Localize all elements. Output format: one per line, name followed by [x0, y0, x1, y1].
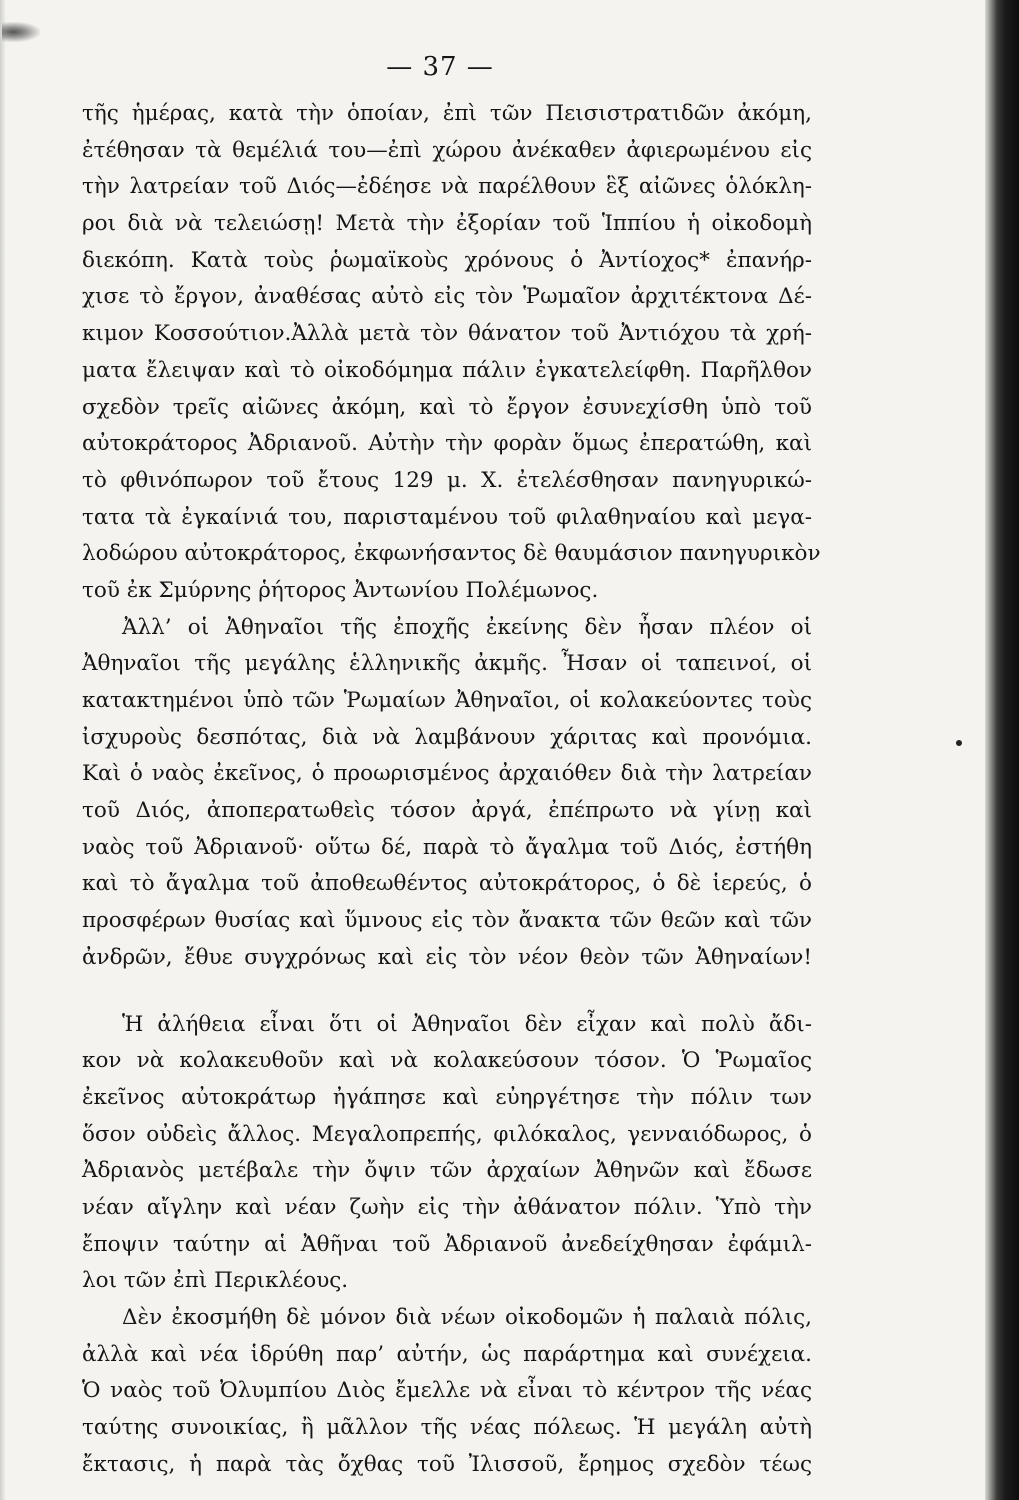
text-line: προσφέρων θυσίας καὶ ὕμνους εἰς τὸν ἄνακτα τῶν θεῶν καὶ τῶν: [82, 908, 812, 934]
text-line: ταύτης συνοικίας, ἢ μᾶλλον τῆς νέας πόλεως. Ἡ μεγάλη αὐτὴ: [82, 1415, 812, 1441]
ink-smudge-mark: [2, 22, 40, 42]
scan-left-edge: [0, 0, 6, 1500]
text-line: καὶ τὸ ἄγαλμα τοῦ ἀποθεωθέντος αὐτοκράτορος, ὁ δὲ ἱερεύς, ὁ: [82, 871, 812, 897]
text-line: ἰσχυροὺς δεσπότας, διὰ νὰ λαμβάνουν χάριτας καὶ προνόμια.: [82, 724, 812, 750]
text-line: Ἡ ἀλήθεια εἶναι ὅτι οἱ Ἀθηναῖοι δὲν εἶχαν καὶ πολὺ ἄδι-: [122, 1011, 812, 1037]
text-line: λοδώρου αὐτοκράτορος, ἐκφωνήσαντος δὲ θαυμάσιον πανηγυρικὸν: [82, 541, 821, 567]
text-line: κιμον Κοσσούτιον.Ἀλλὰ μετὰ τὸν θάνατον τοῦ Ἀντιόχου τὰ χρή-: [82, 321, 812, 347]
text-line: τατα τὰ ἐγκαίνιά του, παρισταμένου τοῦ φιλαθηναίου καὶ μεγα-: [82, 504, 812, 530]
text-line: διεκόπη. Κατὰ τοὺς ῥωμαϊκοὺς χρόνους ὁ Ἀντίοχος* ἐπανήρ-: [82, 247, 812, 273]
paragraph-gap: [82, 977, 812, 1007]
paragraph-1: [82, 96, 821, 610]
text-line: ροι διὰ νὰ τελειώσῃ! Μετὰ τὴν ἐξορίαν τοῦ Ἱππίου ἡ οἰκοδομὴ: [82, 211, 812, 237]
paragraph-2: [82, 610, 812, 977]
text-line: κον νὰ κολακευθοῦν καὶ νὰ κολακεύσουν τόσον. Ὁ Ῥωμαῖος: [82, 1048, 812, 1074]
text-line: τὴν λατρείαν τοῦ Διός—ἐδέησε νὰ παρέλθουν ἓξ αἰῶνες ὁλόκλη-: [82, 174, 812, 200]
page-number: — 37 —: [386, 52, 494, 82]
text-line: Ἀλλ’ οἱ Ἀθηναῖοι τῆς ἐποχῆς ἐκείνης δὲν ἦσαν πλέον οἱ: [122, 614, 812, 640]
text-line: τῆς ἡμέρας, κατὰ τὴν ὁποίαν, ἐπὶ τῶν Πεισιστρατιδῶν ἀκόμη,: [82, 101, 812, 126]
text-line: τοῦ Διός, ἀποπερατωθεὶς τόσον ἀργά, ἐπέπρωτο νὰ γίνῃ καὶ: [82, 798, 812, 824]
text-line: τὸ φθινόπωρον τοῦ ἔτους 129 μ. Χ. ἐτελέσθησαν πανηγυρικώ-: [82, 467, 812, 493]
ink-dot-mark: [956, 740, 962, 746]
text-line: ματα ἔλειψαν καὶ τὸ οἰκοδόμημα πάλιν ἐγκατελείφθη. Παρῆλθον: [82, 357, 812, 383]
text-line: Ὁ ναὸς τοῦ Ὀλυμπίου Διὸς ἔμελλε νὰ εἶναι τὸ κέντρον τῆς νέας: [82, 1378, 812, 1404]
text-line: αὐτοκράτορος Ἀδριανοῦ. Αὐτὴν τὴν φορὰν ὅμως ἐπερατώθη, καὶ: [82, 431, 812, 457]
text-line: κατακτημένοι ὑπὸ τῶν Ῥωμαίων Ἀθηναῖοι, οἱ κολακεύοντες τοὺς: [82, 688, 812, 713]
text-line: ναὸς τοῦ Ἀδριανοῦ· οὕτω δέ, παρὰ τὸ ἄγαλμα τοῦ Διός, ἐστήθη: [82, 834, 812, 860]
text-line: Δὲν ἐκοσμήθη δὲ μόνον διὰ νέων οἰκοδομῶν ἡ παλαιὰ πόλις,: [122, 1305, 812, 1330]
page-body-text: [82, 96, 821, 1483]
text-line: τοῦ ἐκ Σμύρνης ῥήτορος Ἀντωνίου Πολέμωνος.: [82, 577, 599, 603]
text-line: ἔκτασις, ἡ παρὰ τὰς ὄχθας τοῦ Ἰλισσοῦ, ἔρημος σχεδὸν τέως: [82, 1451, 812, 1477]
paragraph-4: [82, 1300, 812, 1483]
text-line: ὅσον οὐδεὶς ἄλλος. Μεγαλοπρεπής, φιλόκαλος, γενναιόδωρος, ὁ: [82, 1121, 812, 1147]
text-line: λοι τῶν ἐπὶ Περικλέους.: [82, 1268, 349, 1294]
text-line: ἀνδρῶν, ἔθυε συγχρόνως καὶ εἰς τὸν νέον θεὸν τῶν Ἀθηναίων!: [82, 944, 812, 970]
text-line: ἐκεῖνος αὐτοκράτωρ ἠγάπησε καὶ εὐηργέτησε τὴν πόλιν των: [82, 1084, 812, 1110]
text-line: Ἀδριανὸς μετέβαλε τὴν ὄψιν τῶν ἀρχαίων Ἀθηνῶν καὶ ἔδωσε: [82, 1158, 812, 1184]
text-line: ἐτέθησαν τὰ θεμέλιά του—ἐπὶ χώρου ἀνέκαθεν ἀφιερωμένου εἰς: [82, 137, 812, 163]
text-line: Ἀθηναῖοι τῆς μεγάλης ἑλληνικῆς ἀκμῆς. Ἦσαν οἱ ταπεινοί, οἱ: [82, 651, 812, 677]
text-line: νέαν αἴγλην καὶ νέαν ζωὴν εἰς τὴν ἀθάνατον πόλιν. Ὑπὸ τὴν: [82, 1194, 812, 1220]
text-line: χισε τὸ ἔργον, ἀναθέσας αὐτὸ εἰς τὸν Ῥωμαῖον ἀρχιτέκτονα Δέ-: [82, 284, 812, 310]
text-line: σχεδὸν τρεῖς αἰῶνες ἀκόμη, καὶ τὸ ἔργον ἐσυνεχίσθη ὑπὸ τοῦ: [82, 394, 812, 420]
text-line: ἀλλὰ καὶ νέα ἱδρύθη παρ’ αὐτήν, ὡς παράρτημα καὶ συνέχεια.: [82, 1341, 812, 1367]
paragraph-3: [82, 1007, 812, 1301]
text-line: ἔποψιν ταύτην αἱ Ἀθῆναι τοῦ Ἀδριανοῦ ἀνεδείχθησαν ἐφάμιλ-: [82, 1231, 812, 1257]
text-line: Καὶ ὁ ναὸς ἐκεῖνος, ὁ προωρισμένος ἀρχαιόθεν διὰ τὴν λατρείαν: [82, 761, 812, 787]
scan-binding-shadow: [985, 0, 1019, 1500]
